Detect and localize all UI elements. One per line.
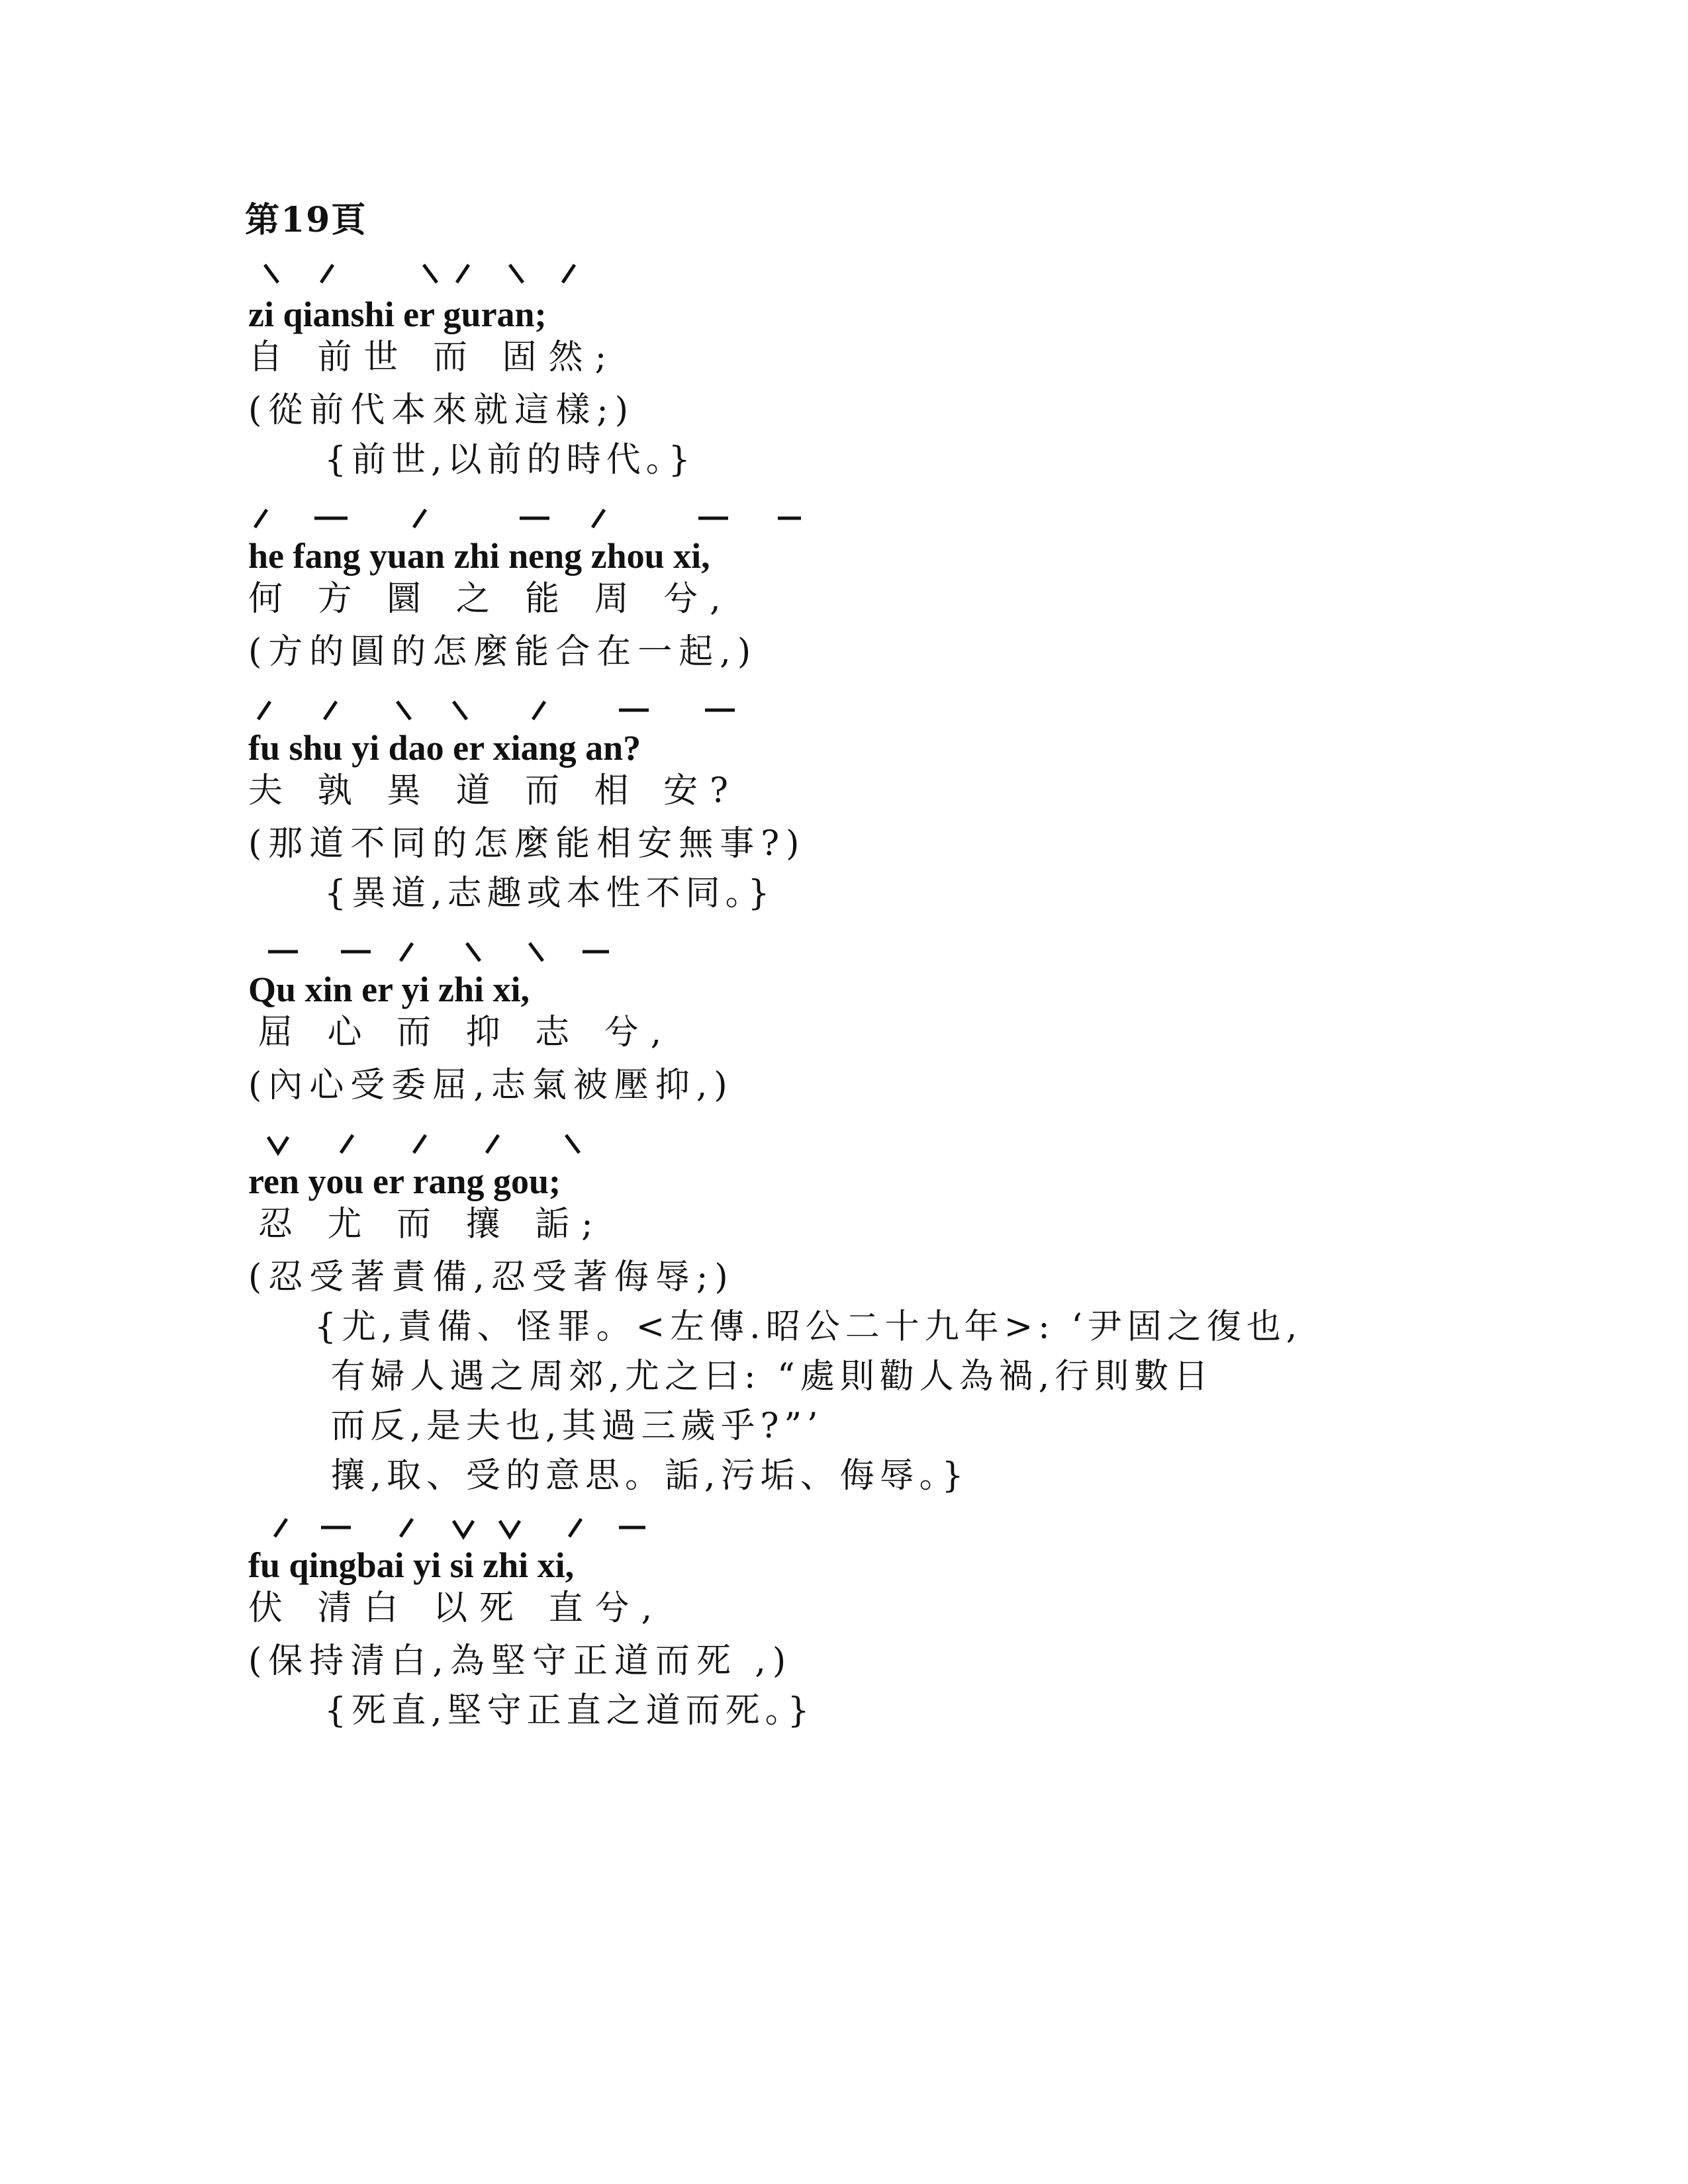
tone-marks bbox=[248, 506, 910, 533]
hanzi-line: 伏 清白 以死 直兮, bbox=[248, 1588, 665, 1628]
tone-marks bbox=[248, 698, 910, 725]
tone-marks bbox=[248, 1516, 910, 1542]
translation-line: (方的圓的怎麼能合在一起,) bbox=[248, 632, 758, 672]
note-line: {尤,責備、怪罪。<左傳.昭公二十九年>: ‘尹固之復也, bbox=[314, 1307, 1303, 1347]
tone-marks-graphic bbox=[248, 1132, 910, 1158]
pinyin-line: zi qianshi er guran; bbox=[248, 295, 547, 334]
note-line: {異道,志趣或本性不同。} bbox=[324, 874, 775, 913]
note-line: 有婦人遇之周郊,尤之曰: “處則勸人為禍,行則數日 bbox=[314, 1357, 1214, 1396]
note-line: 而反,是夫也,其過三歲乎?”’ bbox=[314, 1406, 823, 1446]
translation-line: (保持清白,為堅守正道而死 ,) bbox=[248, 1641, 793, 1681]
hanzi-line: 屈 心 而 抑 志 兮, bbox=[258, 1013, 674, 1052]
tone-marks-graphic bbox=[248, 698, 910, 725]
hanzi-line: 夫 孰 異 道 而 相 安? bbox=[248, 771, 741, 811]
tone-marks-graphic bbox=[248, 506, 910, 533]
translation-line: (那道不同的怎麼能相安無事?) bbox=[248, 824, 806, 864]
page-number: 第19頁 bbox=[245, 200, 367, 240]
pinyin-line: he fang yuan zhi neng zhou xi, bbox=[248, 536, 710, 576]
note-line: 攘,取、受的意思。詬,污垢、侮辱。} bbox=[314, 1456, 969, 1496]
tone-marks bbox=[248, 1132, 910, 1158]
tone-marks bbox=[248, 261, 910, 288]
tone-marks-graphic bbox=[248, 261, 910, 288]
pinyin-line: Qu xin er yi zhi xi, bbox=[248, 970, 530, 1009]
translation-line: (內心受委屈,志氣被壓抑,) bbox=[248, 1066, 734, 1105]
translation-line: (從前代本來就這樣;) bbox=[248, 390, 635, 430]
translation-line: (忍受著責備,忍受著侮辱;) bbox=[248, 1257, 735, 1297]
pinyin-line: ren you er rang gou; bbox=[248, 1161, 561, 1201]
hanzi-line: 自 前世 而 固然; bbox=[248, 338, 619, 377]
pinyin-line: fu qingbai yi si zhi xi, bbox=[248, 1545, 575, 1585]
tone-marks-graphic bbox=[248, 940, 910, 966]
tone-marks bbox=[248, 940, 910, 966]
hanzi-line: 忍 尤 而 攘 詬; bbox=[258, 1205, 605, 1244]
hanzi-line: 何 方 圜 之 能 周 兮, bbox=[248, 579, 733, 619]
note-line: {死直,堅守正直之道而死。} bbox=[324, 1691, 815, 1731]
pinyin-line: fu shu yi dao er xiang an? bbox=[248, 728, 641, 768]
tone-marks-graphic bbox=[248, 1516, 910, 1542]
note-line: {前世,以前的時代。} bbox=[324, 440, 696, 480]
